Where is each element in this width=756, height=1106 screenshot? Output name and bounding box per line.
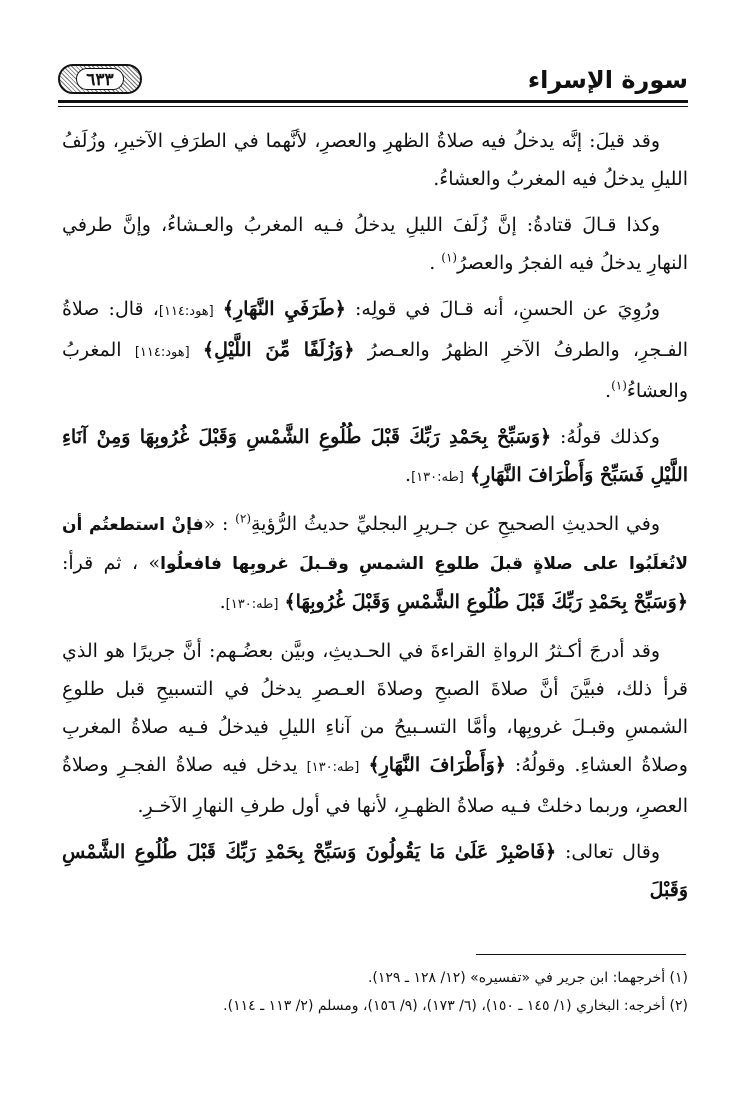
paragraph-1 xyxy=(62,122,688,198)
paragraph-3-text-a: ورُوِيَ عن الحسنِ، أنه قـالَ في قولِه: xyxy=(345,298,660,320)
quran-bracket-close: ﴾ xyxy=(469,464,482,486)
quran-verse: طَرَفَيِ النَّهَارِ xyxy=(234,298,335,320)
quran-bracket-close: ﴾ xyxy=(368,754,380,776)
verse-reference: [هود:١١٤] xyxy=(134,345,190,360)
quran-verse: وَسَبِّحْ بِحَمْدِ رَبِّكَ قَبْلَ طُلُوعِ الشَّمْسِ وَقَبْلَ غُرُوبِهَا xyxy=(295,591,677,613)
verse-reference: [طه:١٣٠] xyxy=(411,470,464,485)
footnote-marker: (١) xyxy=(611,378,627,393)
page-header xyxy=(58,60,688,108)
quran-verse: فَاصْبِرْ عَلَىٰ مَا يَقُولُونَ وَسَبِّحْ بِحَمْدِ رَبِّكَ قَبْلَ طُلُوعِ الشَّمْسِ وَقَبْلَ xyxy=(62,841,688,901)
quran-verse: وَأَطْرَافَ النَّهَارِ xyxy=(379,754,495,776)
footnote-1: (١) أخرجهما: ابن جرير في «تفسيره» (١٢/ ١٢٨ ـ ١٢٩). xyxy=(367,970,688,986)
paragraph-2-text: وكذا قـالَ قتادةُ: إنَّ زُلَفَ الليلِ يدخلُ فـيه المغربُ والعـشاءُ، وإنَّ طرفي النهارِ يدخلُ فيه الفجرُ والعصرُ xyxy=(62,214,688,274)
verse-reference: [هود:١١٤] xyxy=(158,304,214,319)
verse-reference: [طه:١٣٠] xyxy=(225,597,279,612)
footnote-divider xyxy=(476,954,686,955)
paragraph-4 xyxy=(62,418,688,497)
verse-reference: [طه:١٣٠] xyxy=(306,760,360,775)
quran-quote xyxy=(203,339,355,361)
paragraph-5-text-a: وفي الحديثِ الصحيحِ عن جـريرِ البجليِّ حديثُ الرُّؤيةِ xyxy=(251,513,661,535)
paragraph-4-text-a: وكذلك قولُهُ: xyxy=(551,426,660,448)
paragraph-2 xyxy=(62,206,688,282)
paragraph-7-text-a: وقال تعالى: xyxy=(556,841,661,863)
paragraph-7 xyxy=(62,833,688,909)
paragraph-3-text-b: ، قال: صلاةُ الفـجرِ، والطرفُ الآخرِ الظهرُ والعـصرُ xyxy=(62,298,688,361)
paragraph-3-end: . xyxy=(605,380,612,402)
quran-bracket-close: ﴾ xyxy=(284,591,296,613)
quran-bracket-open: ﴿ xyxy=(334,298,346,320)
paragraph-4-end: . xyxy=(405,464,412,486)
header-divider-thin xyxy=(58,106,688,107)
paragraph-5 xyxy=(62,505,688,624)
surah-title: سورة الإسراء xyxy=(527,66,688,94)
footnote-marker: (١) xyxy=(441,250,458,265)
paragraph-5-text-c: » ، ثم قرأ: xyxy=(62,552,161,574)
quran-bracket-open: ﴿ xyxy=(545,841,557,863)
paragraph-1-text: وقد قيلَ: إنَّه يدخلُ فيه صلاةُ الظهرِ والعصرِ، لأنَّهما في الطرَفِ الآخيرِ، وزُلَفُ الليلِ يدخلُ فيه المغربُ والعشاءُ. xyxy=(62,130,688,190)
hadith-quote: فإنْ استطعتُم أن لاتُغلَبُوا على صلاةٍ قبلَ طلوعِ الشمسِ وقـبلَ غروبِها فافعلُوا xyxy=(62,515,688,574)
paragraph-5-text-b: : « xyxy=(203,513,236,535)
quran-bracket-close: ﴾ xyxy=(222,298,234,320)
quran-bracket-open: ﴿ xyxy=(540,426,552,448)
quran-quote xyxy=(223,298,346,320)
footnote-2: (٢) أخرجه: البخاري (١/ ١٤٥ ـ ١٥٠)، (٦/ ١٧٣)، (٩/ ١٥٦)، ومسلم (٢/ ١١٣ ـ ١١٤). xyxy=(223,998,688,1014)
paragraph-6 xyxy=(62,632,688,825)
quran-verse: وَزُلَفًا مِّنَ اللَّيْلِ xyxy=(214,339,344,361)
paragraph-3-text-c: المغربُ والعشاءُ xyxy=(62,339,688,402)
footnote-marker: (٢) xyxy=(235,511,251,526)
main-text xyxy=(62,122,688,909)
header-divider xyxy=(58,100,688,103)
footnotes xyxy=(62,964,688,1020)
paragraph-2-end: . xyxy=(429,252,442,274)
quran-quote xyxy=(285,591,688,613)
quran-bracket-open: ﴿ xyxy=(494,754,506,776)
paragraph-6-text-a: وقد أدرجَ أكـثرُ الرواةِ القراءةَ في الحـديثِ، وبيَّن بعضُـهم: أنَّ جريرًا هو الذي قرأ ذلك، فبيَّنَ أنَّ صلاةَ الصبحِ وصلاةَ العـصرِ يدخلُ في التسبيحِ قبل طلوعِ الشمسِ وقبـلَ غروبِها، وأمَّا التسـبيحُ من آناءِ الليلِ فيدخلُ فـيه صلاةُ المغربِ وصلاةُ العشاءِ. وقولُهُ: xyxy=(62,640,688,776)
quran-bracket-open: ﴿ xyxy=(343,339,355,361)
paragraph-6-text-b: يدخل فيه صلاةُ الفجـرِ وصلاةُ العصرِ، وربما دخلتْ فـيه صلاةُ الظهـرِ، لأنها في أول طرفِ النهارِ الآخـرِ. xyxy=(62,754,688,817)
page-number-badge xyxy=(58,64,142,94)
quran-verse: وَسَبِّحْ بِحَمْدِ رَبِّكَ قَبْلَ طُلُوعِ الشَّمْسِ وَقَبْلَ غُرُوبِهَا وَمِنْ آنَاءِ اللَّيْلِ فَسَبِّحْ وَأَطْرَافَ النَّهَارِ xyxy=(62,426,688,486)
page-number: ٦٣٣ xyxy=(76,68,124,90)
quran-bracket-open: ﴿ xyxy=(676,591,688,613)
quran-quote xyxy=(368,754,505,776)
paragraph-3 xyxy=(62,290,688,410)
paragraph-5-end: . xyxy=(219,591,226,613)
quran-bracket-close: ﴾ xyxy=(202,339,215,361)
